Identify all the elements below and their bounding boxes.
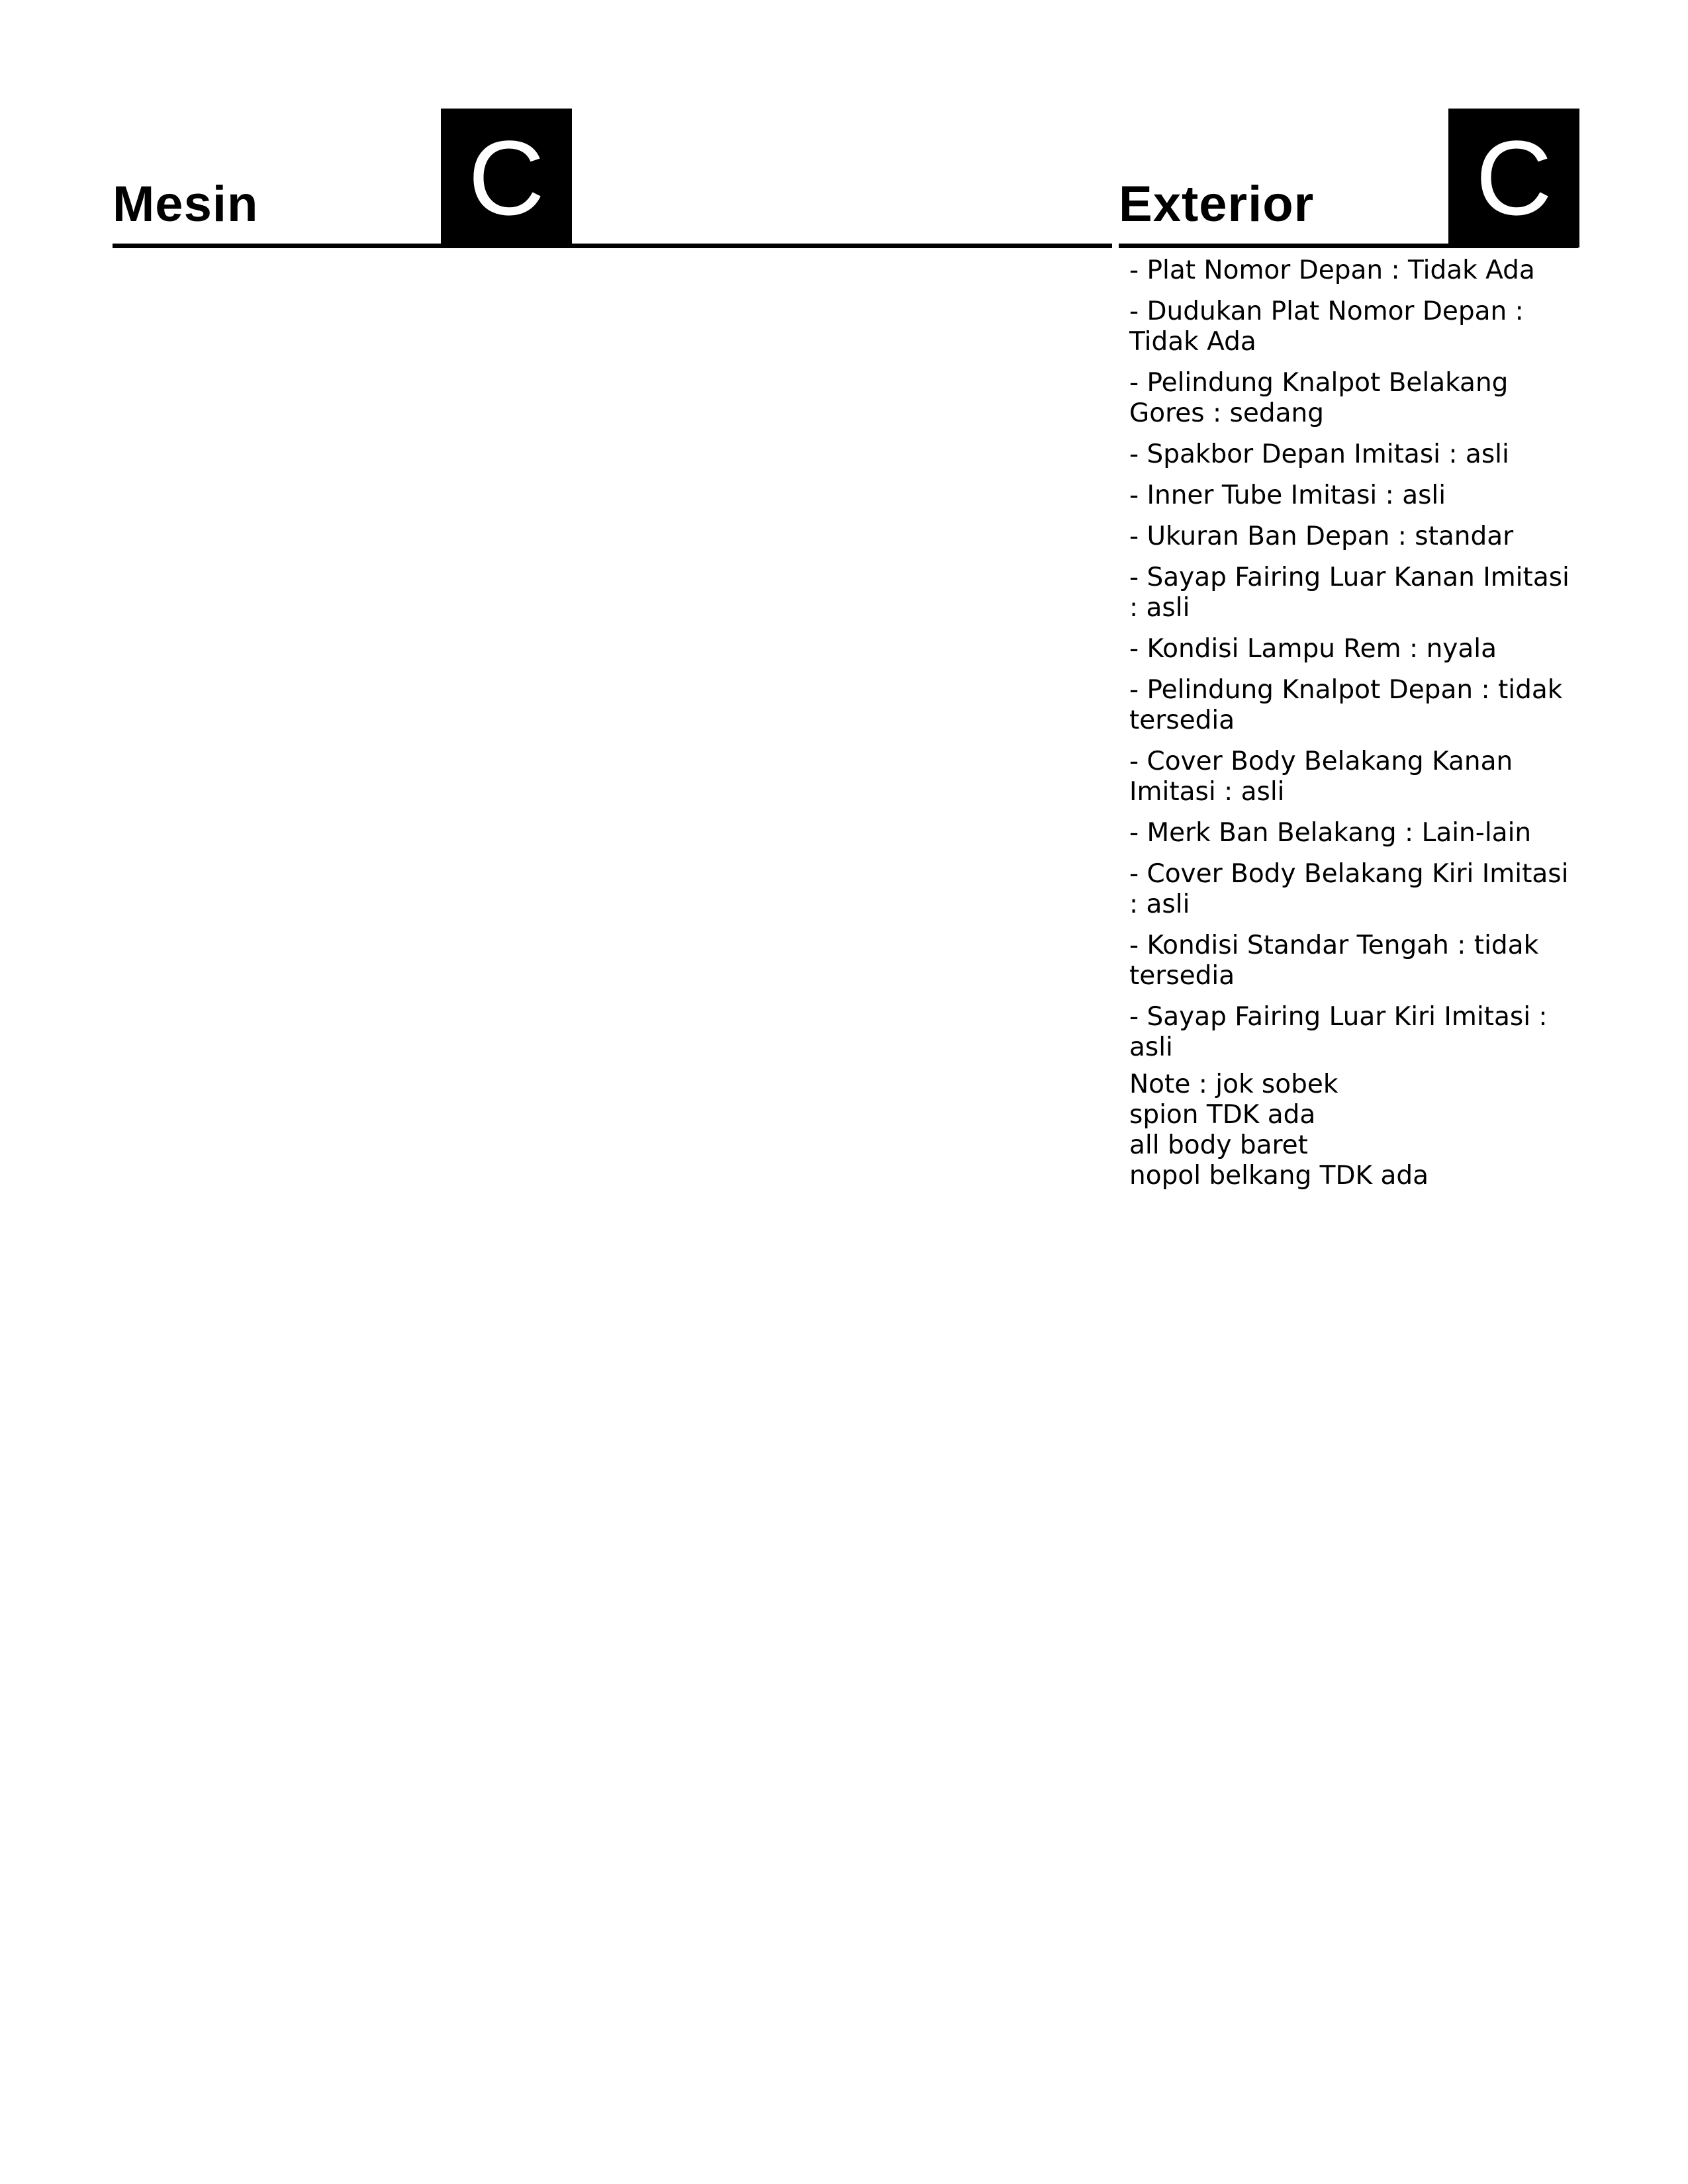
exterior-item: - Sayap Fairing Luar Kanan Imitasi : asli (1129, 563, 1570, 623)
mesin-grade-badge: C (441, 109, 572, 248)
exterior-note: Note : jok sobek spion TDK ada all body baret nopol belkang TDK ada (1129, 1069, 1429, 1191)
exterior-item: - Spakbor Depan Imitasi : asli (1129, 439, 1509, 469)
exterior-item: - Merk Ban Belakang : Lain-lain (1129, 818, 1532, 848)
exterior-item: - Pelindung Knalpot Depan : tidak tersedia (1129, 675, 1563, 735)
mesin-section-title: Mesin (113, 176, 259, 232)
exterior-item: - Plat Nomor Depan : Tidak Ada (1129, 255, 1535, 285)
exterior-item: - Inner Tube Imitasi : asli (1129, 480, 1446, 510)
exterior-item: - Kondisi Standar Tengah : tidak tersedia (1129, 931, 1539, 991)
exterior-item: - Sayap Fairing Luar Kiri Imitasi : asli (1129, 1002, 1548, 1062)
exterior-inspection-list (1129, 255, 1579, 1073)
mesin-divider (113, 244, 1112, 248)
exterior-item: - Kondisi Lampu Rem : nyala (1129, 634, 1497, 664)
exterior-item: - Cover Body Belakang Kiri Imitasi : asli (1129, 859, 1569, 919)
exterior-section-title: Exterior (1119, 176, 1315, 232)
exterior-divider (1119, 244, 1578, 248)
exterior-item: - Dudukan Plat Nomor Depan : Tidak Ada (1129, 296, 1524, 357)
exterior-item: - Cover Body Belakang Kanan Imitasi : asli (1129, 747, 1513, 807)
exterior-item: - Pelindung Knalpot Belakang Gores : sedang (1129, 368, 1509, 428)
exterior-item: - Ukuran Ban Depan : standar (1129, 522, 1514, 551)
exterior-grade-badge: C (1448, 109, 1579, 248)
